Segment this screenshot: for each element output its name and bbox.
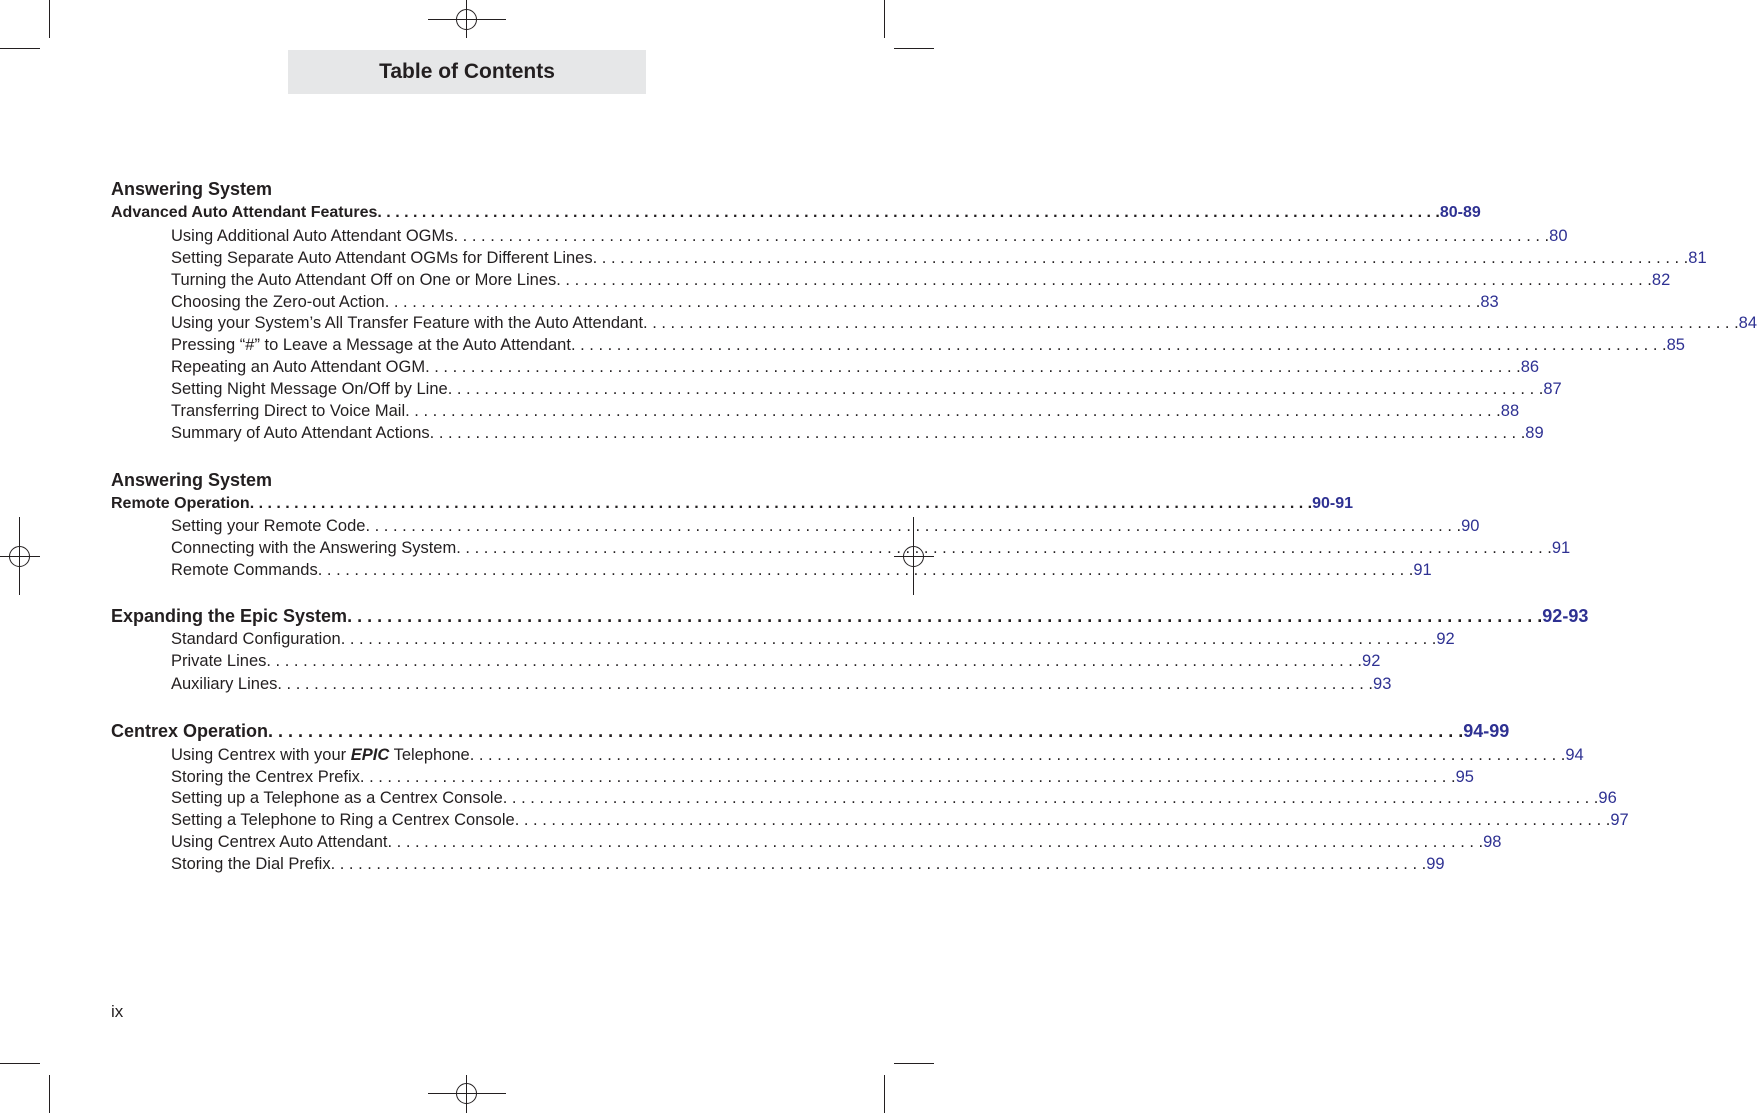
toc-entry-label: Expanding the Epic System [111,606,348,626]
toc-entry[interactable] [171,293,1499,314]
toc-main-entry[interactable] [111,204,1481,224]
leader-dots: . . . . . . . . . . . . . . . . . . . . . . . . . . . . . . . . . . . . . . . . . . . . . . . . . . . . . . . . . . . . . . . . . . . . . . . . . . . . . . . . . . . . . . . . . . . . . . . . . . . . . . . . . . . . . . . . . . . . . . . . [429,424,1526,442]
toc-page-number[interactable]: 95 [1455,768,1474,786]
toc-entry-label: Private Lines [171,652,267,670]
leader-dots: . . . . . . . . . . . . . . . . . . . . . . . . . . . . . . . . . . . . . . . . . . . . . . . . . . . . . . . . . . . . . . . . . . . . . . . . . . . . . . . . . . . . . . . . . . . . . . . . . . . . . . . . . . . . . . . . . . . . . . . . [405,402,1501,420]
leader-dots: . . . . . . . . . . . . . . . . . . . . . . . . . . . . . . . . . . . . . . . . . . . . . . . . . . . . . . . . . . . . . . . . . . . . . . . . . . . . . . . . . . . . . . . . . . . . . . . . . . . . . . . . . . . . . . . . . . . . . . . . [249,495,1313,512]
toc-page-number[interactable]: 85 [1666,336,1685,354]
leader-dots: . . . . . . . . . . . . . . . . . . . . . . . . . . . . . . . . . . . . . . . . . . . . . . . . . . . . . . . . . . . . . . . . . . . . . . . . . . . . . . . . . . . . . . . . . . . . . . . . . . . . . . . . . . . . . . . . . . . . . . . . [447,380,1544,398]
leader-dots: . . . . . . . . . . . . . . . . . . . . . . . . . . . . . . . . . . . . . . . . . . . . . . . . . . . . . . . . . . . . . . . . . . . . . . . . . . . . . . . . . . . . . . . . . . . . . . . . . . . . . . . . . . . . . . . . . . . . . . . . [377,204,1440,221]
leader-dots: . . . . . . . . . . . . . . . . . . . . . . . . . . . . . . . . . . . . . . . . . . . . . . . . . . . . . . . . . . . . . . . . . . . . . . . . . . . . . . . . . . . . . . . . . . . . . . . . . . . . . . . . . . . . . . . . . . . . . . . . [387,833,1484,851]
toc-entry[interactable] [171,652,1381,673]
leader-dots: . . . . . . . . . . . . . . . . . . . . . . . . . . . . . . . . . . . . . . . . . . . . . . . . . . . . . . . . . . . . . . . . . . . . . . . . . . . . . . . . . . . . . . . . . . . . . . . . . . . . . . . . . . . . . . . . . . . . . . . . [502,789,1599,807]
toc-entry[interactable] [171,336,1685,357]
toc-main-entry[interactable] [111,721,1510,745]
toc-entry[interactable] [171,402,1520,423]
toc-entry-label: Setting Separate Auto Attendant OGMs for Different Lines [171,249,593,267]
toc-entry[interactable] [171,271,1671,292]
toc-entry-label-pre: Using Centrex with your [171,746,347,764]
toc-entry-label: Using your System’s All Transfer Feature with the Auto Attendant [171,314,644,332]
toc-entry-label: Summary of Auto Attendant Actions [171,424,430,442]
toc-main-entry[interactable] [111,495,1354,515]
leader-dots: . . . . . . . . . . . . . . . . . . . . . . . . . . . . . . . . . . . . . . . . . . . . . . . . . . . . . . . . . . . . . . . . . . . . . . . . . . . . . . . . . . . . . . . . . . . . . . . . . . . . . . . . . . . . . . . . . . . . . . . . [384,293,1481,311]
toc-entry[interactable] [171,539,1571,560]
toc-entry-label: Pressing “#” to Leave a Message at the Auto Attendant [171,336,571,354]
toc-page-range[interactable]: 80-89 [1439,204,1481,221]
toc-page-number[interactable]: 99 [1426,855,1445,873]
toc-page-number[interactable]: 87 [1543,380,1562,398]
toc-page-number[interactable]: 90 [1461,517,1480,535]
leader-dots: . . . . . . . . . . . . . . . . . . . . . . . . . . . . . . . . . . . . . . . . . . . . . . . . . . . . . . . . . . . . . . . . . . . . . . . . . . . . . . . . . . . . . . . . . . . . . . . . . . . . . . . . . . . . . . . . . . . . . . . . [330,855,1427,873]
toc-page-number[interactable]: 86 [1520,358,1540,376]
toc-entry[interactable] [171,424,1544,445]
toc-entry-label: Setting a Telephone to Ring a Centrex Console [171,811,515,829]
toc-entry-label [171,746,470,765]
toc-entry-label-post: Telephone [393,746,470,764]
toc-page-number[interactable]: 97 [1610,811,1629,829]
toc-entry[interactable] [171,675,1392,696]
toc-entry-label: Repeating an Auto Attendant OGM [171,358,426,376]
toc-page-number[interactable]: 83 [1480,293,1499,311]
leader-dots: . . . . . . . . . . . . . . . . . . . . . . . . . . . . . . . . . . . . . . . . . . . . . . . . . . . . . . . . . . . . . . . . . . . . . . . . . . . . . . . . . . . . . . . . . . . . . . . . . . . . . . . . . . . . . . . . . . . . . . . . [514,811,1611,829]
leader-dots: . . . . . . . . . . . . . . . . . . . . . . . . . . . . . . . . . . . . . . . . . . . . . . . . . . . . . . . . . . . . . . . . . . . . . . . . . . . . . . . . . . . . . . . . . . . . . . . . . . . . . . . . . . . . . . . . . . . . . . . . [592,249,1689,267]
leader-dots: . . . . . . . . . . . . . . . . . . . . . . . . . . . . . . . . . . . . . . . . . . . . . . . . . . . . . . . . . . . . . . . . . . . . . . . . . . . . . . . . . . . . . . . . . . . . . . . . . . . . . . . . . . . . . . . . . . . . . . . . [347,606,1543,626]
leader-dots: . . . . . . . . . . . . . . . . . . . . . . . . . . . . . . . . . . . . . . . . . . . . . . . . . . . . . . . . . . . . . . . . . . . . . . . . . . . . . . . . . . . . . . . . . . . . . . . . . . . . . . . . . . . . . . . . . . . . . . . . [456,539,1552,557]
toc-entry-label: Remote Operation [111,495,250,512]
toc-page-number[interactable]: 93 [1373,675,1392,693]
toc-page-range[interactable]: 90-91 [1312,495,1354,512]
toc-entry-label: Setting up a Telephone as a Centrex Console [171,789,503,807]
leader-dots: . . . . . . . . . . . . . . . . . . . . . . . . . . . . . . . . . . . . . . . . . . . . . . . . . . . . . . . . . . . . . . . . . . . . . . . . . . . . . . . . . . . . . . . . . . . . . . . . . . . . . . . . . . . . . . . . . . . . . . . . [268,721,1464,741]
toc-entry-label: Remote Commands [171,561,318,579]
section-title: Answering System [111,470,273,490]
toc-page-number[interactable]: 92 [1436,630,1455,648]
leader-dots: . . . . . . . . . . . . . . . . . . . . . . . . . . . . . . . . . . . . . . . . . . . . . . . . . . . . . . . . . . . . . . . . . . . . . . . . . . . . . . . . . . . . . . . . . . . . . . . . . . . . . . . . . . . . . . . . . . . . . . . . [266,652,1363,670]
toc-entry-label: Transferring Direct to Voice Mail [171,402,406,420]
toc-entry[interactable] [171,855,1445,876]
toc-entry-label: Turning the Auto Attendant Off on One or More Lines [171,271,557,289]
toc-entry[interactable] [171,833,1502,854]
toc-entry-label: Standard Configuration [171,630,341,648]
toc-entry[interactable] [171,561,1432,582]
page-number: ix [111,1002,124,1021]
toc-page-number[interactable]: 91 [1413,561,1432,579]
toc-page-number[interactable]: 94 [1565,746,1584,764]
toc-entry[interactable] [171,768,1474,789]
leader-dots: . . . . . . . . . . . . . . . . . . . . . . . . . . . . . . . . . . . . . . . . . . . . . . . . . . . . . . . . . . . . . . . . . . . . . . . . . . . . . . . . . . . . . . . . . . . . . . . . . . . . . . . . . . . . . . . . . . . . . . . . [365,517,1462,535]
toc-page-number[interactable]: 80 [1549,227,1568,245]
toc-entry-label: Auxiliary Lines [171,675,278,693]
toc-entry[interactable] [171,358,1540,379]
toc-entry[interactable] [171,227,1568,248]
toc-entry[interactable] [171,249,1707,270]
toc-entry[interactable] [171,517,1480,538]
leader-dots: . . . . . . . . . . . . . . . . . . . . . . . . . . . . . . . . . . . . . . . . . . . . . . . . . . . . . . . . . . . . . . . . . . . . . . . . . . . . . . . . . . . . . . . . . . . . . . . . . . . . . . . . . . . . . . . . . . . . . . . . [453,227,1550,245]
toc-main-entry[interactable] [111,606,1589,630]
toc-entry[interactable] [171,789,1617,810]
leader-dots: . . . . . . . . . . . . . . . . . . . . . . . . . . . . . . . . . . . . . . . . . . . . . . . . . . . . . . . . . . . . . . . . . . . . . . . . . . . . . . . . . . . . . . . . . . . . . . . . . . . . . . . . . . . . . . . . . . . . . . . . [469,746,1566,764]
toc-entry[interactable] [171,746,1584,767]
leader-dots: . . . . . . . . . . . . . . . . . . . . . . . . . . . . . . . . . . . . . . . . . . . . . . . . . . . . . . . . . . . . . . . . . . . . . . . . . . . . . . . . . . . . . . . . . . . . . . . . . . . . . . . . . . . . . . . . . . . . . . . . [570,336,1667,354]
toc-page-number[interactable]: 92 [1362,652,1381,670]
toc-entry-label: Storing the Centrex Prefix [171,768,360,786]
toc-entry-label: Using Additional Auto Attendant OGMs [171,227,454,245]
section-title: Answering System [111,179,273,199]
toc-entry[interactable] [171,380,1562,401]
toc-entry-label: Choosing the Zero-out Action [171,293,385,311]
toc-page-number[interactable]: 98 [1483,833,1502,851]
toc-page-range[interactable]: 94-99 [1463,721,1510,741]
leader-dots: . . . . . . . . . . . . . . . . . . . . . . . . . . . . . . . . . . . . . . . . . . . . . . . . . . . . . . . . . . . . . . . . . . . . . . . . . . . . . . . . . . . . . . . . . . . . . . . . . . . . . . . . . . . . . . . . . . . . . . . . [556,271,1652,289]
toc-entry-label: Connecting with the Answering System [171,539,457,557]
brand-emphasis: EPIC [350,746,390,764]
toc-page-number[interactable]: 89 [1525,424,1544,442]
toc-entry[interactable] [171,314,1757,335]
toc-entry-label: Setting Night Message On/Off by Line [171,380,448,398]
toc-entry[interactable] [171,630,1455,651]
toc-page-number[interactable]: 88 [1500,402,1520,420]
leader-dots: . . . . . . . . . . . . . . . . . . . . . . . . . . . . . . . . . . . . . . . . . . . . . . . . . . . . . . . . . . . . . . . . . . . . . . . . . . . . . . . . . . . . . . . . . . . . . . . . . . . . . . . . . . . . . . . . . . . . . . . . [359,768,1456,786]
toc-page-number[interactable]: 84 [1738,314,1757,332]
toc-page-number[interactable]: 91 [1551,539,1571,557]
page-title: Table of Contents [379,60,555,83]
toc-page-number[interactable]: 96 [1598,789,1617,807]
toc-entry-label: Setting your Remote Code [171,517,366,535]
toc-entry-label: Advanced Auto Attendant Features [111,204,378,221]
toc-entry-label: Storing the Dial Prefix [171,855,331,873]
leader-dots: . . . . . . . . . . . . . . . . . . . . . . . . . . . . . . . . . . . . . . . . . . . . . . . . . . . . . . . . . . . . . . . . . . . . . . . . . . . . . . . . . . . . . . . . . . . . . . . . . . . . . . . . . . . . . . . . . . . . . . . . [643,314,1739,332]
leader-dots: . . . . . . . . . . . . . . . . . . . . . . . . . . . . . . . . . . . . . . . . . . . . . . . . . . . . . . . . . . . . . . . . . . . . . . . . . . . . . . . . . . . . . . . . . . . . . . . . . . . . . . . . . . . . . . . . . . . . . . . . [340,630,1437,648]
leader-dots: . . . . . . . . . . . . . . . . . . . . . . . . . . . . . . . . . . . . . . . . . . . . . . . . . . . . . . . . . . . . . . . . . . . . . . . . . . . . . . . . . . . . . . . . . . . . . . . . . . . . . . . . . . . . . . . . . . . . . . . . [277,675,1374,693]
toc-entry-label: Using Centrex Auto Attendant [171,833,388,851]
toc-page-number[interactable]: 82 [1651,271,1671,289]
leader-dots: . . . . . . . . . . . . . . . . . . . . . . . . . . . . . . . . . . . . . . . . . . . . . . . . . . . . . . . . . . . . . . . . . . . . . . . . . . . . . . . . . . . . . . . . . . . . . . . . . . . . . . . . . . . . . . . . . . . . . . . . [317,561,1414,579]
toc-page-range[interactable]: 92-93 [1542,606,1589,626]
leader-dots: . . . . . . . . . . . . . . . . . . . . . . . . . . . . . . . . . . . . . . . . . . . . . . . . . . . . . . . . . . . . . . . . . . . . . . . . . . . . . . . . . . . . . . . . . . . . . . . . . . . . . . . . . . . . . . . . . . . . . . . . [425,358,1521,376]
title-band [288,50,646,94]
toc-entry[interactable] [171,811,1629,832]
toc-page-number[interactable]: 81 [1688,249,1707,267]
toc-entry-label: Centrex Operation [111,721,269,741]
